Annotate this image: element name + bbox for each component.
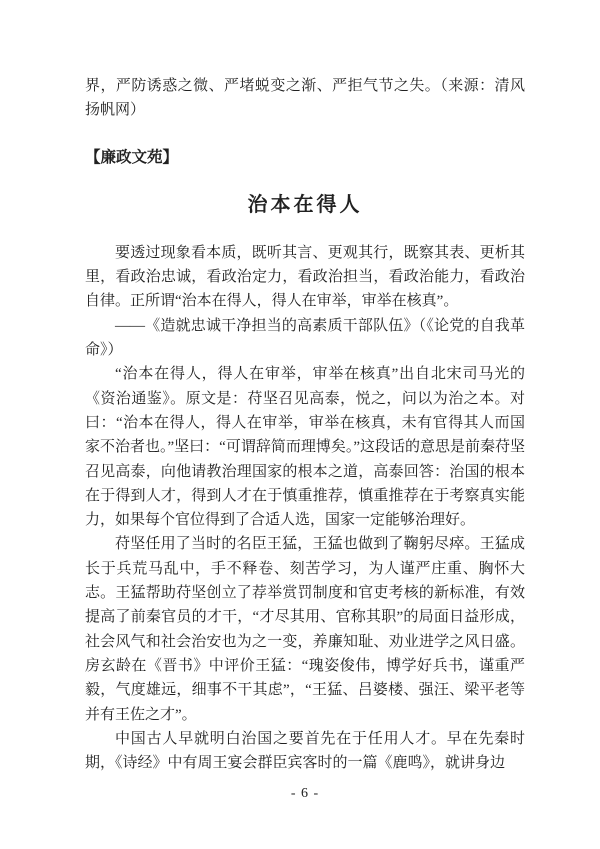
continuation-paragraph: 界，严防诱惑之微、严堵蜕变之渐、严拒气节之失。（来源：清风扬帆网） — [85, 78, 525, 119]
page-number: - 6 - — [290, 786, 320, 802]
text-column — [85, 0, 525, 804]
article-paragraph: 苻坚任用了当时的名臣王猛，王猛也做到了鞠躬尽瘁。王猛成长于兵荒马乱中，手不释卷、刻苦学习，为人谨严庄重、胸怀大志。王猛帮助苻坚创立了荐举赏罚制度和官吏考核的新标准，有效提高了前秦官员的才干，“才尽其用、官称其职”的局面日益形成，社会风气和社会治安也为之一变，养廉知耻、劝业进学之风日盛。房玄龄在《晋书》中评价王猛：“瑰姿俊伟，博学好兵书，谨重严毅，气度雄远，细事不干其虑”，“王猛、吕婆楼、强汪、梁平老等并有王佐之才”。 — [85, 536, 525, 723]
article-paragraph: 要透过现象看本质，既听其言、更观其行，既察其表、更析其里，看政治忠诚，看政治定力，看政治担当，看政治能力，看政治自律。正所谓“治本在得人，得人在审举，审举在核真”。 — [85, 244, 525, 310]
article-title: 治本在得人 — [247, 193, 363, 216]
article-attribution-paragraph: ——《造就忠诚干净担当的高素质干部队伍》（《论党的自我革命》） — [85, 317, 525, 359]
article-paragraph: “治本在得人，得人在审举，审举在核真”出自北宋司马光的《资治通鉴》。原文是：苻坚召见高泰，悦之，问以为治之本。对曰：“治本在得人，得人在审举，审举在核真，未有官得其人而国家不治者也。”坚曰：“可谓辞简而理博矣。”这段话的意思是前秦苻坚召见高泰，向他请教治理国家的根本之道，高泰回答：治国的根本在于得到人才，得到人才在于慎重推荐，慎重推荐在于考察真实能力，如果每个官位得到了合适人选，国家一定能够治理好。 — [85, 366, 525, 529]
article-paragraph: 中国古人早就明白治国之要首先在于任用人才。早在先秦时期，《诗经》中有周王宴会群臣宾客时的一篇《鹿鸣》，就讲身边 — [85, 730, 525, 772]
section-header: 【廉政文苑】 — [85, 148, 179, 166]
